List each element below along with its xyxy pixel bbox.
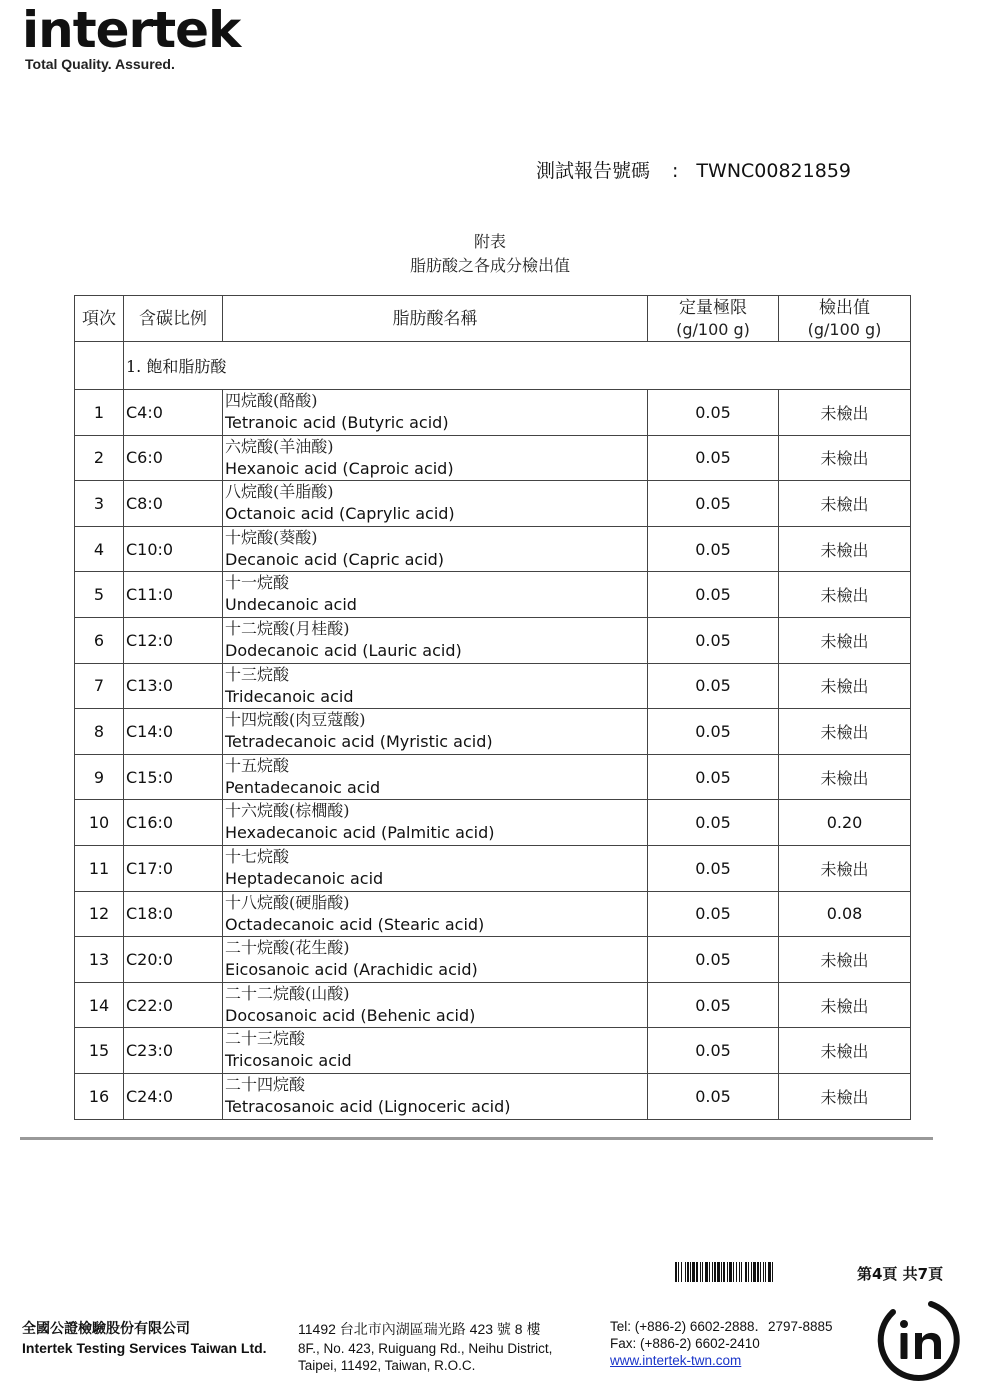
cell-limit: 0.05: [648, 390, 779, 436]
table-row: [75, 982, 911, 1028]
cell-ratio: C24:0: [124, 1073, 223, 1119]
company-name-zh: 全國公證檢驗股份有限公司: [22, 1320, 190, 1336]
cell-name: [223, 435, 648, 481]
cell-ratio: C10:0: [124, 526, 223, 572]
cell-ratio: C11:0: [124, 572, 223, 618]
cell-value: 未檢出: [779, 1028, 911, 1074]
cell-value: 未檢出: [779, 617, 911, 663]
cell-no: 8: [75, 709, 124, 755]
cell-no: 14: [75, 982, 124, 1028]
table-row: [75, 481, 911, 527]
cell-limit: 0.05: [648, 754, 779, 800]
logo-tagline: Total Quality. Assured.: [25, 56, 175, 72]
cell-ratio: C18:0: [124, 891, 223, 937]
acid-name-zh: 十七烷酸: [225, 846, 290, 866]
table-header-row: [75, 296, 911, 342]
barcode-icon: [675, 1262, 837, 1282]
table-row: [75, 845, 911, 891]
table-row: [75, 435, 911, 481]
acid-name-zh: 六烷酸(羊油酸): [225, 436, 334, 456]
cell-value: 未檢出: [779, 845, 911, 891]
acid-name-zh: 二十烷酸(花生酸): [225, 938, 350, 958]
header-limit-label: 定量極限: [679, 297, 747, 318]
fatty-acid-table: [74, 295, 911, 1120]
table-row: [75, 891, 911, 937]
acid-name-en: Heptadecanoic acid: [225, 868, 384, 888]
acid-name-zh: 二十三烷酸: [225, 1029, 306, 1049]
cell-ratio: C6:0: [124, 435, 223, 481]
cell-name: [223, 937, 648, 983]
cell-limit: 0.05: [648, 481, 779, 527]
cell-name: [223, 891, 648, 937]
barcode-bar: [773, 1262, 775, 1282]
table-row: [75, 709, 911, 755]
cell-no: 15: [75, 1028, 124, 1074]
acid-name-zh: 四烷酸(酪酸): [225, 391, 318, 410]
table-row: [75, 1073, 911, 1119]
cell-ratio: C17:0: [124, 845, 223, 891]
cell-name: [223, 709, 648, 755]
cell-no: 16: [75, 1073, 124, 1119]
cell-ratio: C14:0: [124, 709, 223, 755]
cell-name: [223, 572, 648, 618]
cell-value: 未檢出: [779, 572, 911, 618]
cell-value: 未檢出: [779, 937, 911, 983]
cell-value: 未檢出: [779, 526, 911, 572]
acid-name-zh: 十八烷酸(硬脂酸): [225, 892, 350, 912]
cell-limit: 0.05: [648, 617, 779, 663]
acid-name-en: Decanoic acid (Capric acid): [225, 549, 445, 569]
cell-ratio: C12:0: [124, 617, 223, 663]
cell-name: [223, 526, 648, 572]
header-value-unit: (g/100 g): [807, 319, 882, 339]
cell-ratio: C16:0: [124, 800, 223, 846]
footer-company: [22, 1318, 267, 1358]
cell-limit: 0.05: [648, 526, 779, 572]
cell-no: 2: [75, 435, 124, 481]
cell-no: 3: [75, 481, 124, 527]
cell-limit: 0.05: [648, 982, 779, 1028]
cell-no: 12: [75, 891, 124, 937]
acid-name-en: Docosanoic acid (Behenic acid): [225, 1005, 476, 1025]
report-number-line: [536, 156, 851, 183]
tel: Tel: (+886-2) 6602-2888．2797-8885: [610, 1319, 833, 1334]
cell-value: 未檢出: [779, 1073, 911, 1119]
page-number: 第4頁 共7頁: [857, 1265, 944, 1283]
acid-name-zh: 十三烷酸: [225, 664, 290, 684]
cell-no: 10: [75, 800, 124, 846]
fax: Fax: (+886-2) 6602-2410: [610, 1336, 760, 1351]
cell-no: 4: [75, 526, 124, 572]
cell-no: 13: [75, 937, 124, 983]
acid-name-en: Hexanoic acid (Caproic acid): [225, 458, 454, 478]
acid-name-zh: 十六烷酸(棕櫚酸): [225, 801, 350, 821]
cell-name: [223, 1073, 648, 1119]
cell-value: 未檢出: [779, 435, 911, 481]
company-name-en: Intertek Testing Services Taiwan Ltd.: [22, 1340, 267, 1356]
cell-ratio: C4:0: [124, 390, 223, 436]
table-row: [75, 663, 911, 709]
acid-name-en: Tridecanoic acid: [225, 686, 354, 706]
header-limit-unit: (g/100 g): [676, 319, 750, 339]
cell-name: [223, 663, 648, 709]
cell-limit: 0.05: [648, 435, 779, 481]
cell-value: 未檢出: [779, 663, 911, 709]
cell-limit: 0.05: [648, 663, 779, 709]
cell-name: [223, 481, 648, 527]
appendix-title: 附表: [473, 232, 506, 251]
acid-name-zh: 十烷酸(葵酸): [225, 527, 318, 547]
address-en-line1: 8F., No. 423, Ruiguang Rd., Neihu District,: [298, 1341, 553, 1356]
table-row: [75, 526, 911, 572]
website-link[interactable]: www.intertek-twn.com: [610, 1353, 742, 1368]
cell-value: 未檢出: [779, 982, 911, 1028]
address-en-line2: Taipei, 11492, Taiwan, R.O.C.: [298, 1358, 476, 1373]
cell-no: 11: [75, 845, 124, 891]
acid-name-zh: 十二烷酸(月桂酸): [225, 618, 350, 638]
cell-ratio: C13:0: [124, 663, 223, 709]
acid-name-en: Octadecanoic acid (Stearic acid): [225, 914, 485, 934]
cell-limit: 0.05: [648, 1028, 779, 1074]
header-value: [779, 296, 911, 342]
cell-limit: 0.05: [648, 1073, 779, 1119]
report-number-value: TWNC00821859: [696, 160, 852, 182]
address-zh: 11492 台北市內湖區瑞光路 423 號 8 樓: [298, 1321, 541, 1337]
header-value-label: 檢出值: [819, 297, 870, 318]
cell-value: 0.20: [779, 800, 911, 846]
acid-name-en: Tetracosanoic acid (Lignoceric acid): [225, 1096, 511, 1116]
acid-name-en: Dodecanoic acid (Lauric acid): [225, 640, 462, 660]
acid-name-zh: 八烷酸(羊脂酸): [225, 482, 334, 502]
acid-name-en: Undecanoic acid: [225, 595, 357, 615]
logo-wordmark: intertek: [22, 1, 241, 59]
acid-name-zh: 十一烷酸: [225, 573, 290, 593]
cell-name: [223, 617, 648, 663]
cell-value: 未檢出: [779, 754, 911, 800]
acid-name-en: Eicosanoic acid (Arachidic acid): [225, 960, 478, 980]
cell-ratio: C15:0: [124, 754, 223, 800]
cell-value: 0.08: [779, 891, 911, 937]
intertek-logo: [22, 1, 241, 72]
cell-name: [223, 390, 648, 436]
cell-value: 未檢出: [779, 709, 911, 755]
table-row: [75, 1028, 911, 1074]
cell-limit: 0.05: [648, 709, 779, 755]
table-row: [75, 800, 911, 846]
cell-ratio: C23:0: [124, 1028, 223, 1074]
intertek-in-mark-icon: [871, 1295, 961, 1385]
acid-name-en: Octanoic acid (Caprylic acid): [225, 504, 455, 524]
acid-name-zh: 十四烷酸(肉豆蔻酸): [225, 710, 366, 730]
cell-limit: 0.05: [648, 572, 779, 618]
header-no: 項次: [75, 296, 124, 342]
acid-name-en: Pentadecanoic acid: [225, 777, 381, 797]
cell-value: 未檢出: [779, 481, 911, 527]
cell-ratio: C22:0: [124, 982, 223, 1028]
cell-value: 未檢出: [779, 390, 911, 436]
group-label: 1. 飽和脂肪酸: [124, 342, 911, 390]
cell-limit: 0.05: [648, 845, 779, 891]
cell-no: 9: [75, 754, 124, 800]
acid-name-en: Tetranoic acid (Butyric acid): [225, 413, 449, 432]
acid-name-en: Hexadecanoic acid (Palmitic acid): [225, 823, 495, 843]
table-row: [75, 617, 911, 663]
acid-name-zh: 十五烷酸: [225, 755, 290, 775]
group-row: [75, 342, 911, 390]
header-limit: [648, 296, 779, 342]
report-number-label: 測試報告號碼: [536, 160, 651, 182]
cell-name: [223, 800, 648, 846]
acid-name-zh: 二十四烷酸: [225, 1074, 306, 1094]
cell-limit: 0.05: [648, 891, 779, 937]
cell-name: [223, 754, 648, 800]
footer-contact: [610, 1318, 833, 1369]
cell-no: 6: [75, 617, 124, 663]
cell-no: 7: [75, 663, 124, 709]
acid-name-zh: 二十二烷酸(山酸): [225, 983, 350, 1003]
report-number-separator: :: [672, 160, 679, 182]
header-ratio: 含碳比例: [124, 296, 223, 342]
cell-ratio: C20:0: [124, 937, 223, 983]
cell-no: 1: [75, 390, 124, 436]
acid-name-en: Tetradecanoic acid (Myristic acid): [225, 732, 493, 752]
group-row-spacer: [75, 342, 124, 390]
table-row: [75, 390, 911, 436]
table-title: 脂肪酸之各成分檢出值: [409, 256, 570, 275]
footer-address: [298, 1318, 552, 1374]
table-row: [75, 572, 911, 618]
cell-name: [223, 1028, 648, 1074]
acid-name-en: Tricosanoic acid: [225, 1051, 352, 1071]
section-divider: [20, 1137, 933, 1140]
table-row: [75, 937, 911, 983]
cell-name: [223, 845, 648, 891]
cell-no: 5: [75, 572, 124, 618]
cell-name: [223, 982, 648, 1028]
table-row: [75, 754, 911, 800]
cell-ratio: C8:0: [124, 481, 223, 527]
cell-limit: 0.05: [648, 937, 779, 983]
header-name: 脂肪酸名稱: [223, 296, 648, 342]
cell-limit: 0.05: [648, 800, 779, 846]
